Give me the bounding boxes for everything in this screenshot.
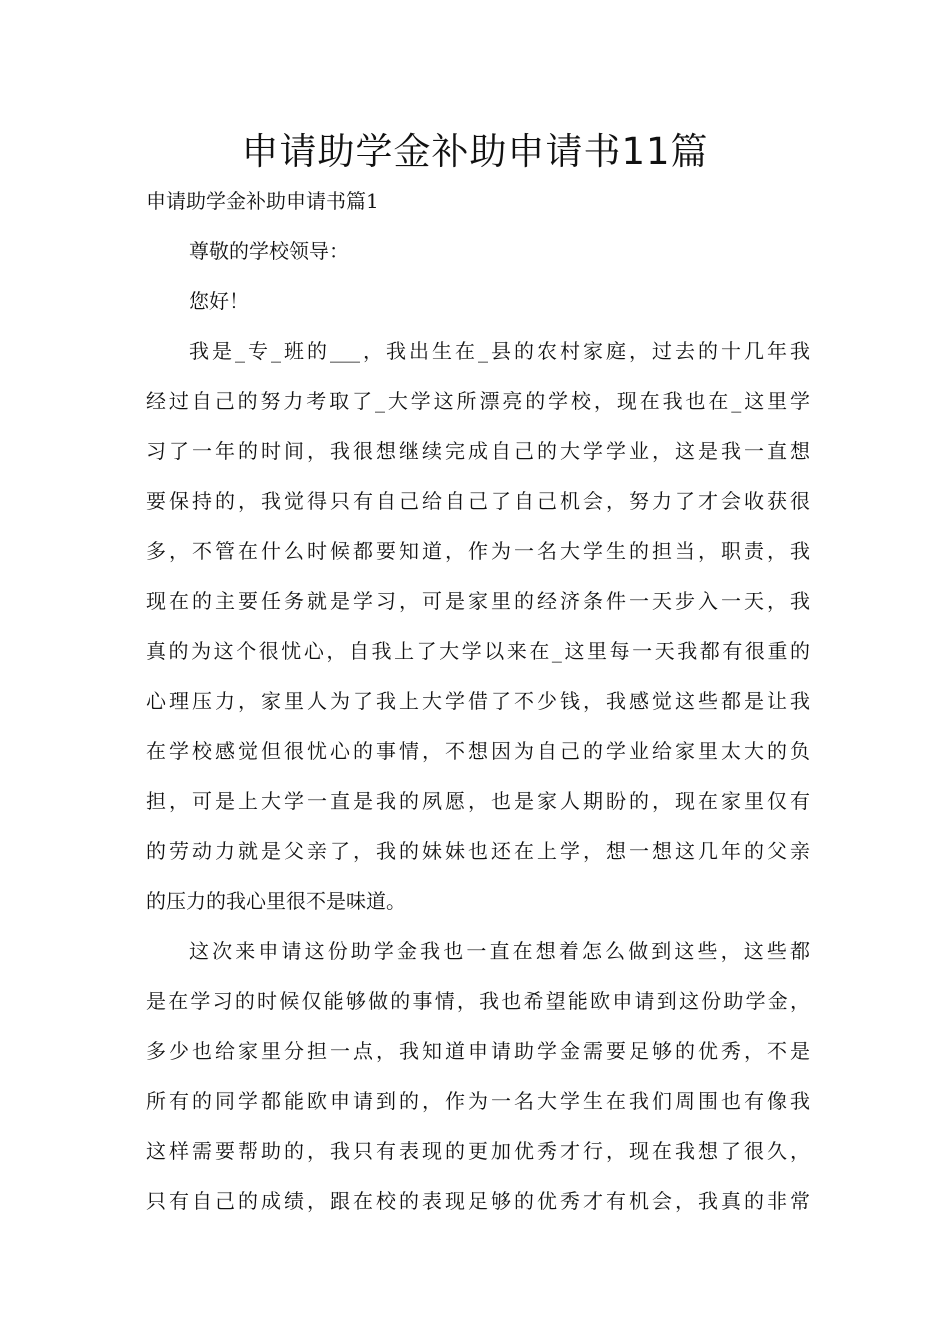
paragraph-line: 经过自己的努力考取了_大学这所漂亮的学校，现在我也在_这里学 [146, 389, 810, 413]
paragraph-line: 担，可是上大学一直是我的夙愿，也是家人期盼的，现在家里仅有 [146, 789, 810, 813]
paragraph-line: 这次来申请这份助学金我也一直在想着怎么做到这些，这些都 [189, 939, 810, 963]
salutation: 尊敬的学校领导： [189, 239, 349, 263]
paragraph-line: 在学校感觉但很忧心的事情，不想因为自己的学业给家里太大的负 [146, 739, 810, 763]
paragraph-line: 的压力的我心里很不是味道。 [146, 889, 406, 913]
paragraph-line: 只有自己的成绩，跟在校的表现足够的优秀才有机会，我真的非常 [146, 1189, 810, 1213]
paragraph-line: 所有的同学都能欧申请到的，作为一名大学生在我们周围也有像我 [146, 1089, 810, 1113]
paragraph-line: 的劳动力就是父亲了，我的妹妹也还在上学，想一想这几年的父亲 [146, 839, 810, 863]
document-title: 申请助学金补助申请书11篇 [241, 130, 709, 173]
paragraph-line: 多，不管在什么时候都要知道，作为一名大学生的担当，职责，我 [146, 539, 810, 563]
paragraph-line: 心理压力，家里人为了我上大学借了不少钱，我感觉这些都是让我 [146, 689, 810, 713]
greeting: 您好！ [189, 289, 249, 313]
paragraph-line: 这样需要帮助的，我只有表现的更加优秀才行，现在我想了很久， [146, 1139, 810, 1163]
paragraph-line: 是在学习的时候仅能够做的事情，我也希望能欧申请到这份助学金， [146, 989, 810, 1013]
paragraph-line: 多少也给家里分担一点，我知道申请助学金需要足够的优秀，不是 [146, 1039, 810, 1063]
paragraph-line: 现在的主要任务就是学习，可是家里的经济条件一天步入一天，我 [146, 589, 810, 613]
paragraph-line: 我是_专_班的___，我出生在_县的农村家庭，过去的十几年我 [189, 339, 810, 363]
paragraph-line: 真的为这个很忧心，自我上了大学以来在_这里每一天我都有很重的 [146, 639, 810, 663]
paragraph-line: 要保持的，我觉得只有自己给自己了自己机会，努力了才会收获很 [146, 489, 810, 513]
paragraph-line: 习了一年的时间，我很想继续完成自己的大学学业，这是我一直想 [146, 439, 810, 463]
section-heading: 申请助学金补助申请书篇1 [146, 189, 379, 213]
